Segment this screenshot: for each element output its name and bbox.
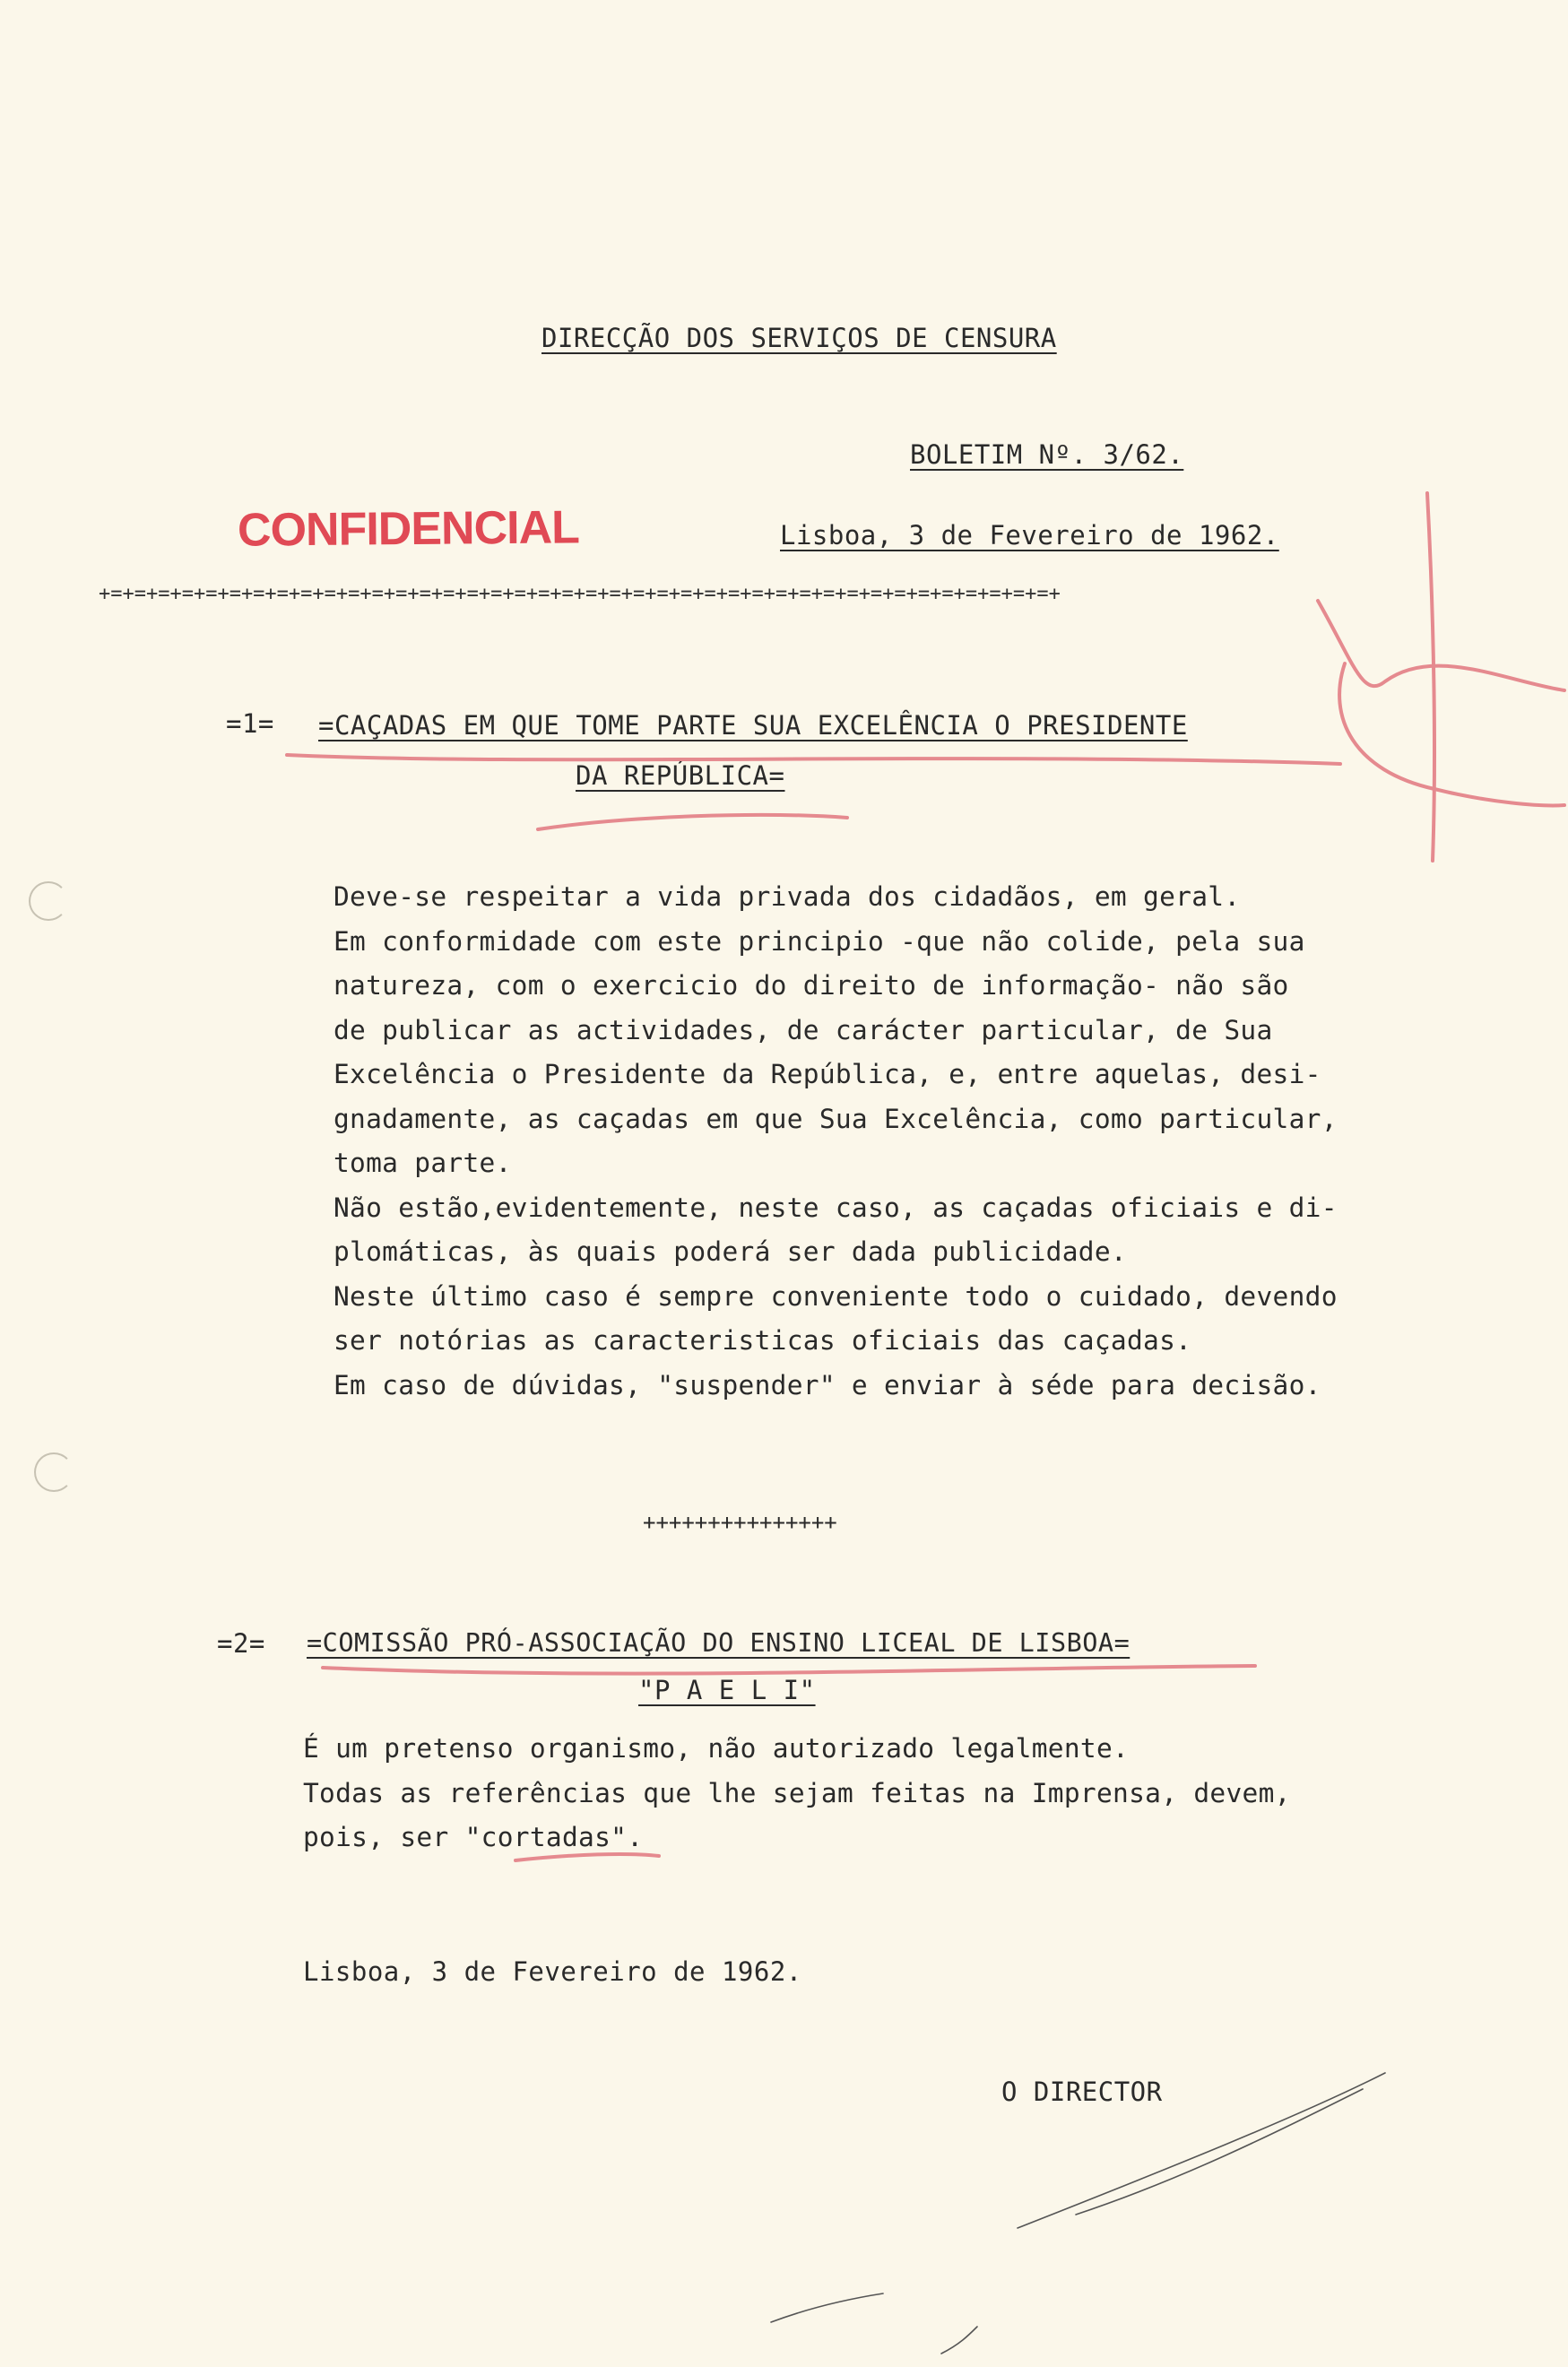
bulletin-number: BOLETIM Nº. 3/62. [910, 439, 1184, 470]
body-line: É um pretenso organismo, não autorizado legalmente. [303, 1733, 1130, 1764]
body-line: Deve-se respeitar a vida privada dos cidadãos, em geral. [334, 881, 1241, 912]
section-1-title-line-1: =CAÇADAS EM QUE TOME PARTE SUA EXCELÊNCIA O PRESIDENTE [318, 710, 1188, 741]
footer-place-date: Lisboa, 3 de Fevereiro de 1962. [303, 1956, 802, 1987]
section-2-number: =2= [217, 1628, 265, 1659]
section-2-title-line-1: =COMISSÃO PRÓ-ASSOCIAÇÃO DO ENSINO LICEAL DE LISBOA= [307, 1628, 1131, 1658]
body-line: Não estão,evidentemente, neste caso, as caçadas oficiais e di- [334, 1192, 1338, 1223]
body-line: Neste último caso é sempre conveniente todo o cuidado, devendo [334, 1280, 1338, 1312]
department-heading: DIRECÇÃO DOS SERVIÇOS DE CENSURA [541, 323, 1057, 353]
red-underline-cortadas [515, 1854, 659, 1860]
red-underline-section-2-title [323, 1666, 1255, 1674]
body-line: Em caso de dúvidas, "suspender" e enviar à séde para decisão. [334, 1369, 1321, 1400]
body-line: toma parte. [334, 1148, 512, 1178]
body-line: Todas as referências que lhe sejam feitas na Imprensa, devem, [303, 1777, 1291, 1808]
body-line: gnadamente, as caçadas em que Sua Excelência, como particular, [334, 1103, 1338, 1134]
body-line: ser notórias as caracteristicas oficiais das caçadas. [334, 1325, 1192, 1356]
section-1-title-line-2: DA REPÚBLICA= [576, 760, 785, 791]
body-line: de publicar as actividades, de carácter particular, de Sua [334, 1014, 1273, 1045]
body-line: Em conformidade com este principio -que não colide, pela sua [334, 925, 1305, 957]
body-line: plomáticas, às quais poderá ser dada publicidade. [334, 1236, 1127, 1267]
red-underline-section-1-title [287, 755, 1340, 764]
body-line: Excelência o Presidente da República, e, entre aquelas, desi- [334, 1059, 1321, 1089]
header-place-date: Lisboa, 3 de Fevereiro de 1962. [780, 520, 1279, 551]
red-underline-republica [538, 815, 847, 829]
section-divider: +++++++++++++++ [643, 1510, 837, 1535]
confidential-stamp: CONFIDENCIAL [237, 501, 580, 557]
signature-title: O DIRECTOR [1001, 2077, 1163, 2107]
section-2-title-line-2: "P A E L I" [638, 1675, 816, 1705]
body-line: natureza, com o exercicio do direito de informação- não são [334, 970, 1289, 1001]
body-line: pois, ser "cortadas". [303, 1822, 644, 1852]
signature [771, 2073, 1385, 2354]
red-pencil-vertical-line [1427, 493, 1434, 861]
red-pencil-arc-top [1318, 601, 1564, 690]
section-1-number: =1= [226, 708, 274, 739]
separator-line: +=+=+=+=+=+=+=+=+=+=+=+=+=+=+=+=+=+=+=+=+=+=+=+=+=+=+=+=+=+=+=+=+=+=+=+=+=+=+=+=+ [99, 583, 1061, 605]
